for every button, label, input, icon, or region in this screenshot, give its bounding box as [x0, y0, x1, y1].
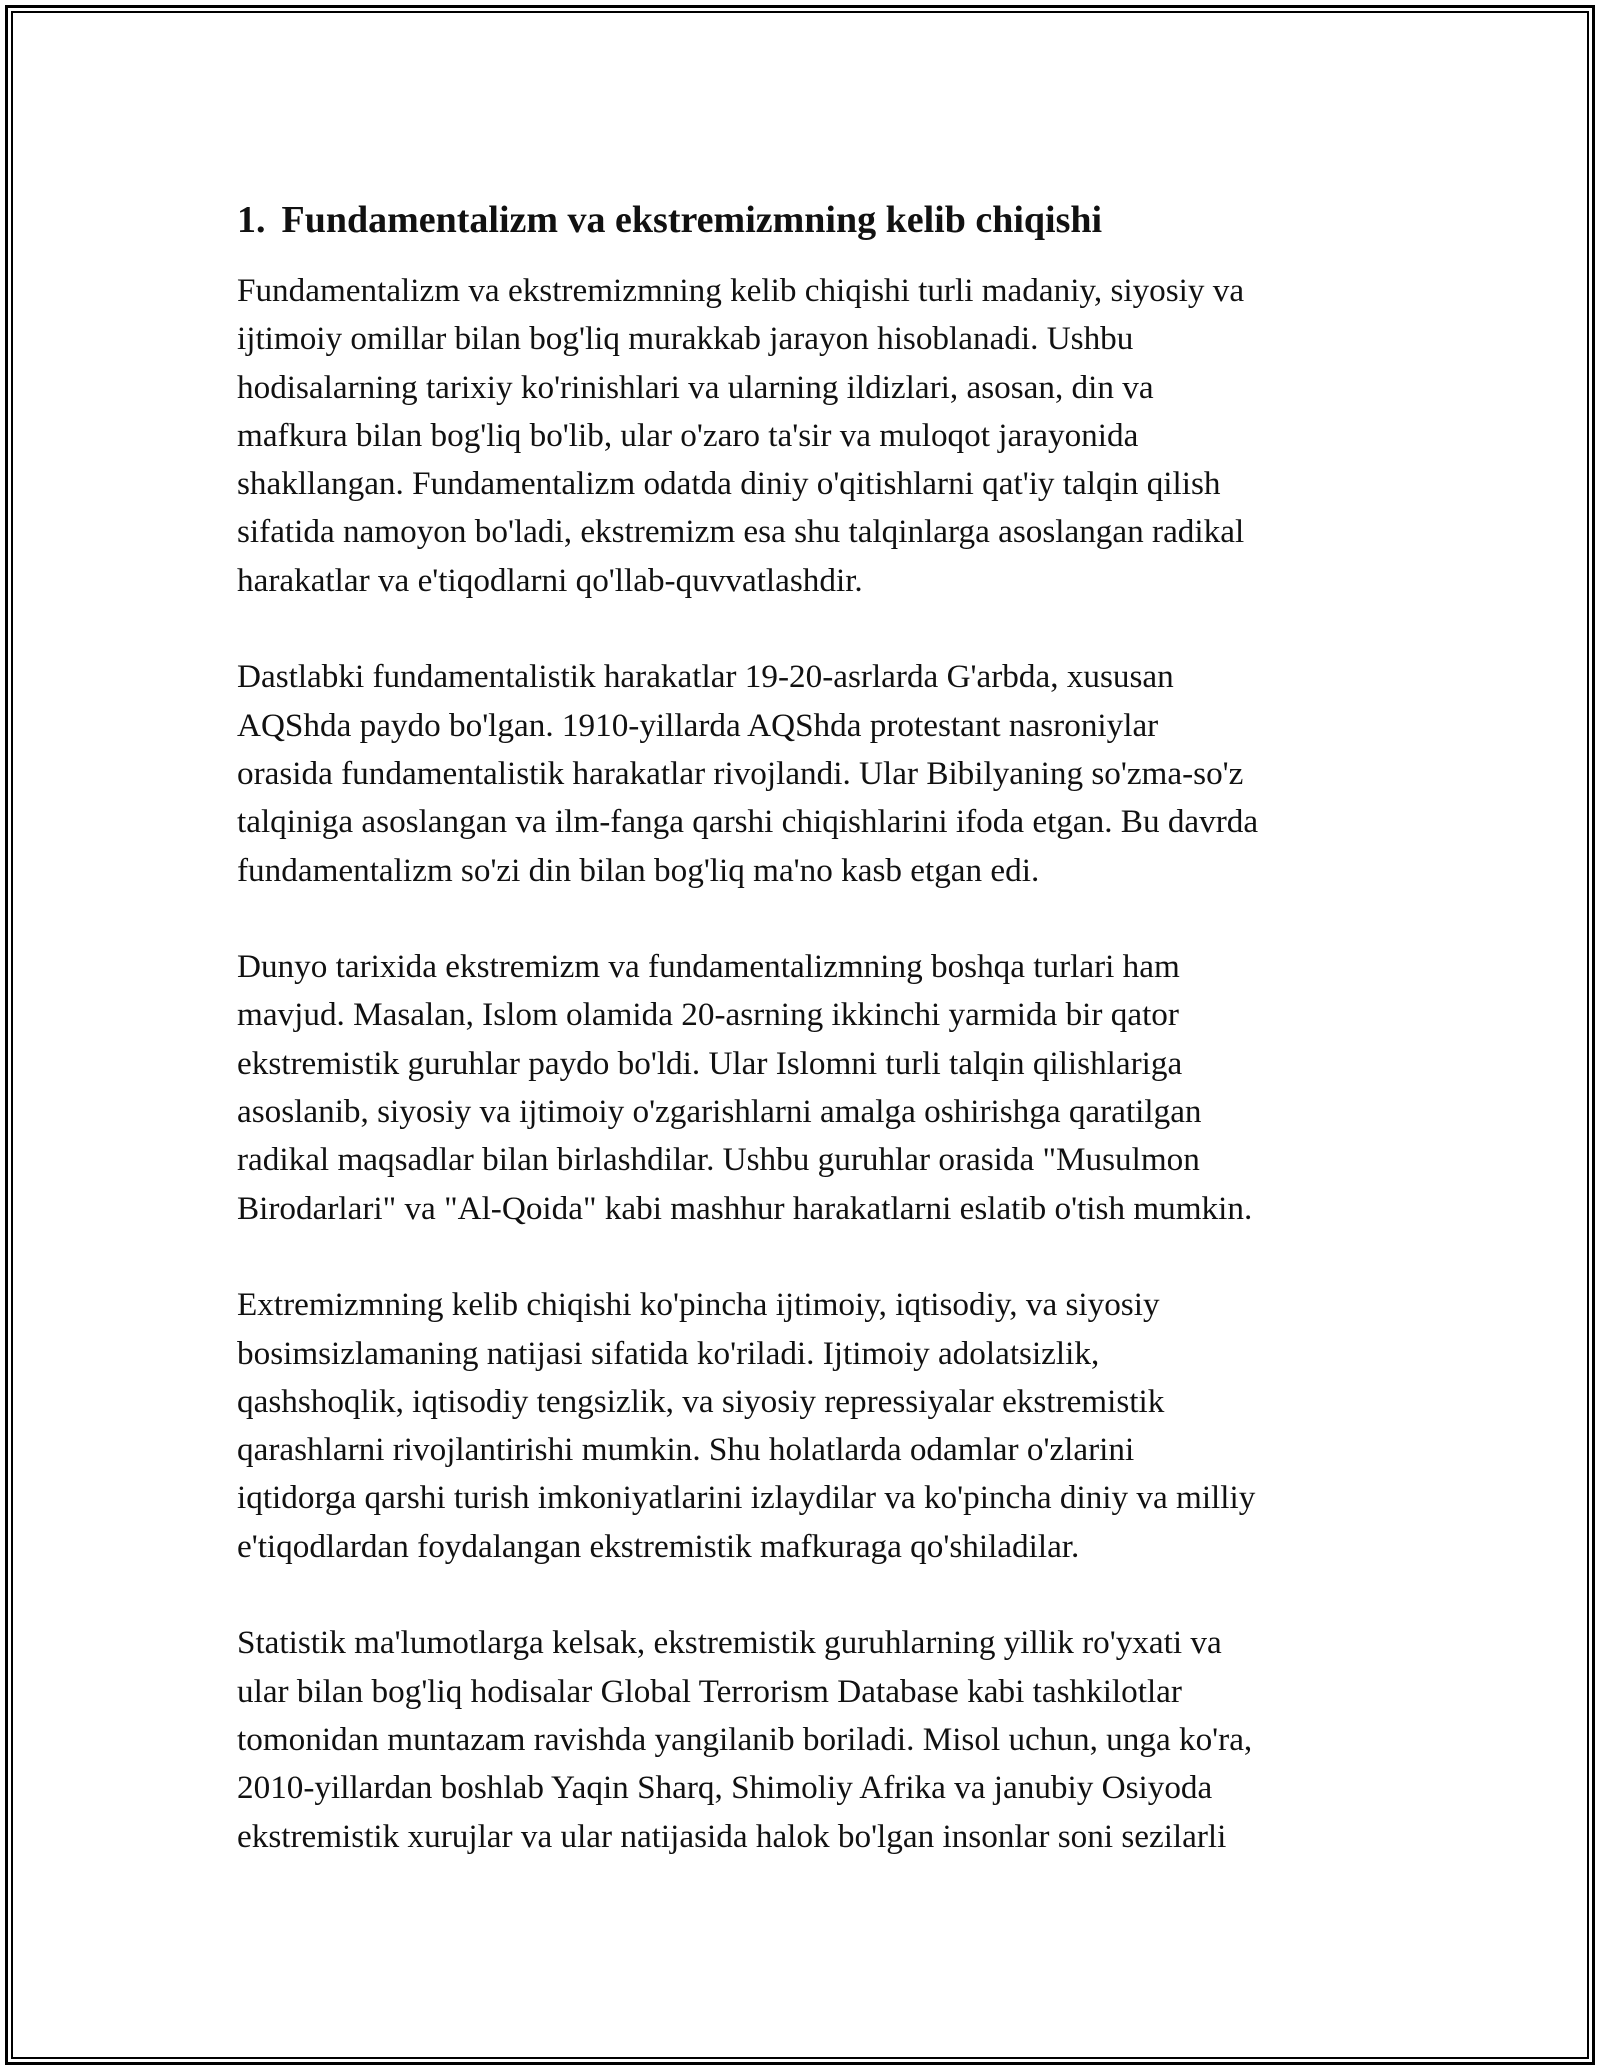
paragraphs-container: [237, 267, 1387, 1861]
text-line: ekstremistik guruhlar paydo bo'ldi. Ular Islomni turli talqin qilishlariga: [237, 1044, 1183, 1082]
paragraph: [237, 943, 1387, 1233]
document-body: [237, 193, 1387, 1909]
text-line: asoslanib, siyosiy va ijtimoiy o'zgarishlarni amalga oshirishga qaratilgan: [237, 1093, 1202, 1131]
text-line: Statistik ma'lumotlarga kelsak, ekstremistik guruhlarning yillik ro'yxati va: [237, 1624, 1222, 1662]
page-border: [5, 5, 1595, 2065]
section-heading: [237, 193, 1387, 247]
text-line: Fundamentalizm va ekstremizmning kelib chiqishi turli madaniy, siyosiy va: [237, 272, 1245, 309]
text-line: qarashlarni rivojlantirishi mumkin. Shu holatlarda odamlar o'zlarini: [237, 1431, 1135, 1469]
text-line: Extremizmning kelib chiqishi ko'pincha ijtimoiy, iqtisodiy, va siyosiy: [237, 1286, 1160, 1324]
text-line: sifatida namoyon bo'ladi, ekstremizm esa shu talqinlarga asoslangan radikal: [237, 513, 1245, 551]
text-line: Birodarlari" va "Al-Qoida" kabi mashhur harakatlarni eslatib o'tish mumkin.: [237, 1189, 1253, 1227]
paragraph: [237, 1281, 1387, 1571]
paragraph: [237, 653, 1387, 894]
text-line: 2010-yillardan boshlab Yaqin Sharq, Shimoliy Afrika va janubiy Osiyoda: [237, 1769, 1213, 1807]
section-number: 1.: [237, 199, 266, 241]
text-line: bosimsizlamaning natijasi sifatida ko'riladi. Ijtimoiy adolatsizlik,: [237, 1334, 1100, 1372]
text-line: Dunyo tarixida ekstremizm va fundamentalizmning boshqa turlari ham: [237, 948, 1180, 986]
text-line: orasida fundamentalistik harakatlar rivojlandi. Ular Bibilyaning so'zma-so'z: [237, 754, 1244, 792]
text-line: tomonidan muntazam ravishda yangilanib boriladi. Misol uchun, unga ko'ra,: [237, 1720, 1253, 1758]
text-line: mafkura bilan bog'liq bo'lib, ular o'zaro ta'sir va muloqot jarayonida: [237, 416, 1139, 454]
text-line: e'tiqodlardan foydalangan ekstremistik mafkuraga qo'shiladilar.: [237, 1527, 1080, 1565]
text-line: shakllangan. Fundamentalizm odatda diniy o'qitishlarni qat'iy talqin qilish: [237, 465, 1221, 503]
text-line: fundamentalizm so'zi din bilan bog'liq ma'no kasb etgan edi.: [237, 851, 1040, 889]
text-line: ijtimoiy omillar bilan bog'liq murakkab jarayon hisoblanadi. Ushbu: [237, 320, 1134, 358]
section-title: Fundamentalizm va ekstremizmning kelib chiqishi: [281, 199, 1103, 241]
paragraph: [237, 1619, 1387, 1860]
paragraph: [237, 267, 1387, 605]
text-line: ekstremistik xurujlar va ular natijasida halok bo'lgan insonlar soni sezilarli: [237, 1817, 1227, 1855]
text-line: harakatlar va e'tiqodlarni qo'llab-quvvatlashdir.: [237, 561, 863, 599]
text-line: mavjud. Masalan, Islom olamida 20-asrning ikkinchi yarmida bir qator: [237, 996, 1179, 1034]
text-line: qashshoqlik, iqtisodiy tengsizlik, va siyosiy repressiyalar ekstremistik: [237, 1382, 1165, 1420]
text-line: Dastlabki fundamentalistik harakatlar 19-20-asrlarda G'arbda, xususan: [237, 658, 1174, 696]
text-line: ular bilan bog'liq hodisalar Global Terrorism Database kabi tashkilotlar: [237, 1672, 1182, 1710]
text-line: iqtidorga qarshi turish imkoniyatlarini izlaydilar va ko'pincha diniy va milliy: [237, 1479, 1256, 1517]
text-line: talqiniga asoslangan va ilm-fanga qarshi chiqishlarini ifoda etgan. Bu davrda: [237, 803, 1259, 841]
text-line: radikal maqsadlar bilan birlashdilar. Ushbu guruhlar orasida "Musulmon: [237, 1141, 1200, 1179]
text-line: hodisalarning tarixiy ko'rinishlari va ularning ildizlari, asosan, din va: [237, 368, 1154, 406]
text-line: AQShda paydo bo'lgan. 1910-yillarda AQShda protestant nasroniylar: [237, 706, 1159, 744]
page-inner-border: [11, 11, 1589, 2059]
